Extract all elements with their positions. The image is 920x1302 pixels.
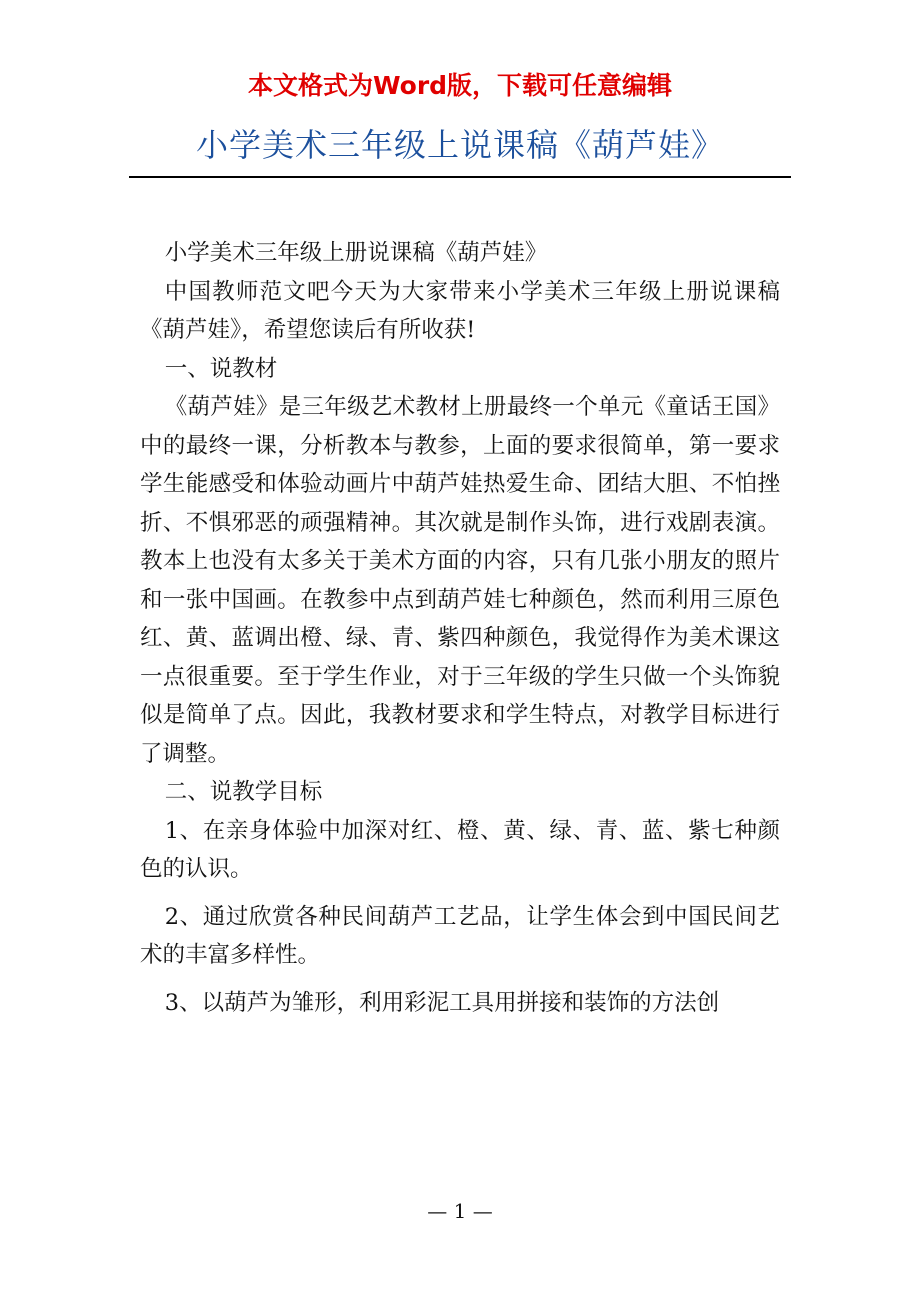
document-body: [140, 234, 780, 1022]
section-heading-goals: 二、说教学目标: [164, 779, 323, 805]
paragraph-textbook-analysis: 《葫芦娃》是三年级艺术教材上册最终一个单元《童话王国》中的最终一课，分析教本与教参，上面的要求很简单，第一要求学生能感受和体验动画片中葫芦娃热爱生命、团结大胆、不怕挫折、不惧邪恶的顽强精神。其次就是制作头饰，进行戏剧表演。教本上也没有太多关于美术方面的内容，只有几张小朋友的照片和一张中国画。在教参中点到葫芦娃七种颜色，然而利用三原色红、黄、蓝调出橙、绿、青、紫四种颜色，我觉得作为美术课这一点很重要。至于学生作业，对于三年级的学生只做一个头饰貌似是简单了点。因此，我教材要求和学生特点，对教学目标进行了调整。: [140, 394, 780, 767]
section-heading-textbook: 一、说教材: [164, 355, 278, 382]
page-number: — 1 —: [427, 1199, 493, 1223]
goal-item-2: 2、通过欣赏各种民间葫芦工艺品，让学生体会到中国民间艺术的丰富多样性。: [140, 903, 780, 968]
document-title: 小学美术三年级上说课稿《葫芦娃》: [195, 126, 724, 164]
paragraph-subtitle: 小学美术三年级上册说课稿《葫芦娃》: [164, 240, 548, 266]
goal-item-3: 3、以葫芦为雏形，利用彩泥工具用拼接和装饰的方法创: [164, 989, 720, 1016]
title-divider: [129, 176, 791, 178]
paragraph-intro: 中国教师范文吧今天为大家带来小学美术三年级上册说课稿《葫芦娃》，希望您读后有所收获!: [140, 278, 780, 343]
goal-item-1: 1、在亲身体验中加深对红、橙、黄、绿、青、蓝、紫七种颜色的认识。: [140, 817, 780, 882]
format-notice: 本文格式为Word版，下载可任意编辑: [247, 71, 673, 100]
